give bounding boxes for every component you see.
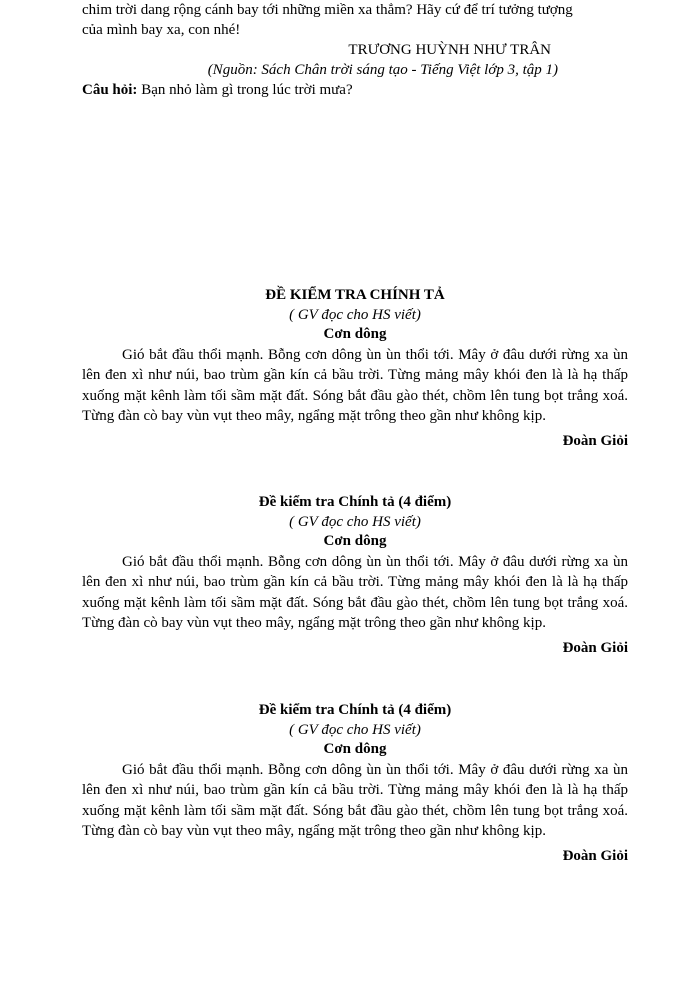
section-body: Gió bắt đầu thổi mạnh. Bỗng cơn dông ùn ùn thổi tới. Mây ở đâu dưới rừng xa ùn lên đen xì như núi, bao trùm gần kín cả bầu trời. Từng mảng mây khói đen là là hạ thấp xuống mặt kênh làm tối sầm mặt đất. Sóng bắt đầu gào thét, chồm lên tung bọt trắng xoá. Từng đàn cò bay vùn vụt theo mây, ngẩng mặt trông theo gần như không kịp. — [82, 761, 628, 840]
section-body: Gió bắt đầu thổi mạnh. Bỗng cơn dông ùn ùn thổi tới. Mây ở đâu dưới rừng xa ùn lên đen xì như núi, bao trùm gần kín cả bầu trời. Từng mảng mây khói đen là là hạ thấp xuống mặt kênh làm tối sầm mặt đất. Sóng bắt đầu gào thét, chồm lên tung bọt trắng xoá. Từng đàn cò bay vùn vụt theo mây, ngẩng mặt trông theo gần như không kịp. — [82, 553, 628, 632]
dictation-section-1 — [82, 286, 628, 451]
section-body: Gió bắt đầu thổi mạnh. Bỗng cơn dông ùn ùn thổi tới. Mây ở đâu dưới rừng xa ùn lên đen xì như núi, bao trùm gần kín cả bầu trời. Từng mảng mây khói đen là là hạ thấp xuống mặt kênh làm tối sầm mặt đất. Sóng bắt đầu gào thét, chồm lên tung bọt trắng xoá. Từng đàn cò bay vùn vụt theo mây, ngẩng mặt trông theo gần như không kịp. — [82, 346, 628, 425]
dictation-section-3 — [82, 701, 628, 866]
section-subheading: ( GV đọc cho HS viết) — [289, 721, 421, 738]
section-author: Đoàn Giỏi — [562, 639, 628, 656]
intro-line-1: chim trời dang rộng cánh bay tới những miền xa thẳm? Hãy cứ để trí tưởng tượng — [82, 2, 573, 18]
question-text: Bạn nhỏ làm gì trong lúc trời mưa? — [137, 82, 353, 98]
section-heading: Đề kiểm tra Chính tả (4 điểm) — [258, 494, 452, 510]
dictation-section-2 — [82, 493, 628, 658]
section-author: Đoàn Giỏi — [562, 847, 628, 864]
intro-author: TRƯƠNG HUỲNH NHƯ TRÂN — [348, 42, 551, 58]
section-author: Đoàn Giỏi — [562, 432, 628, 449]
section-heading: ĐỀ KIỂM TRA CHÍNH TẢ — [265, 287, 445, 303]
section-title: Cơn dông — [323, 741, 387, 757]
intro-block — [82, 0, 628, 100]
section-heading: Đề kiểm tra Chính tả (4 điểm) — [258, 702, 452, 718]
section-title: Cơn dông — [323, 533, 387, 549]
section-subheading: ( GV đọc cho HS viết) — [289, 306, 421, 323]
intro-line-2: của mình bay xa, con nhé! — [82, 22, 241, 38]
section-subheading: ( GV đọc cho HS viết) — [289, 513, 421, 530]
intro-source: (Nguồn: Sách Chân trời sáng tạo - Tiếng Việt lớp 3, tập 1) — [207, 62, 558, 78]
question — [82, 80, 628, 100]
section-title: Cơn dông — [323, 326, 387, 342]
question-label: Câu hỏi: — [82, 82, 138, 98]
